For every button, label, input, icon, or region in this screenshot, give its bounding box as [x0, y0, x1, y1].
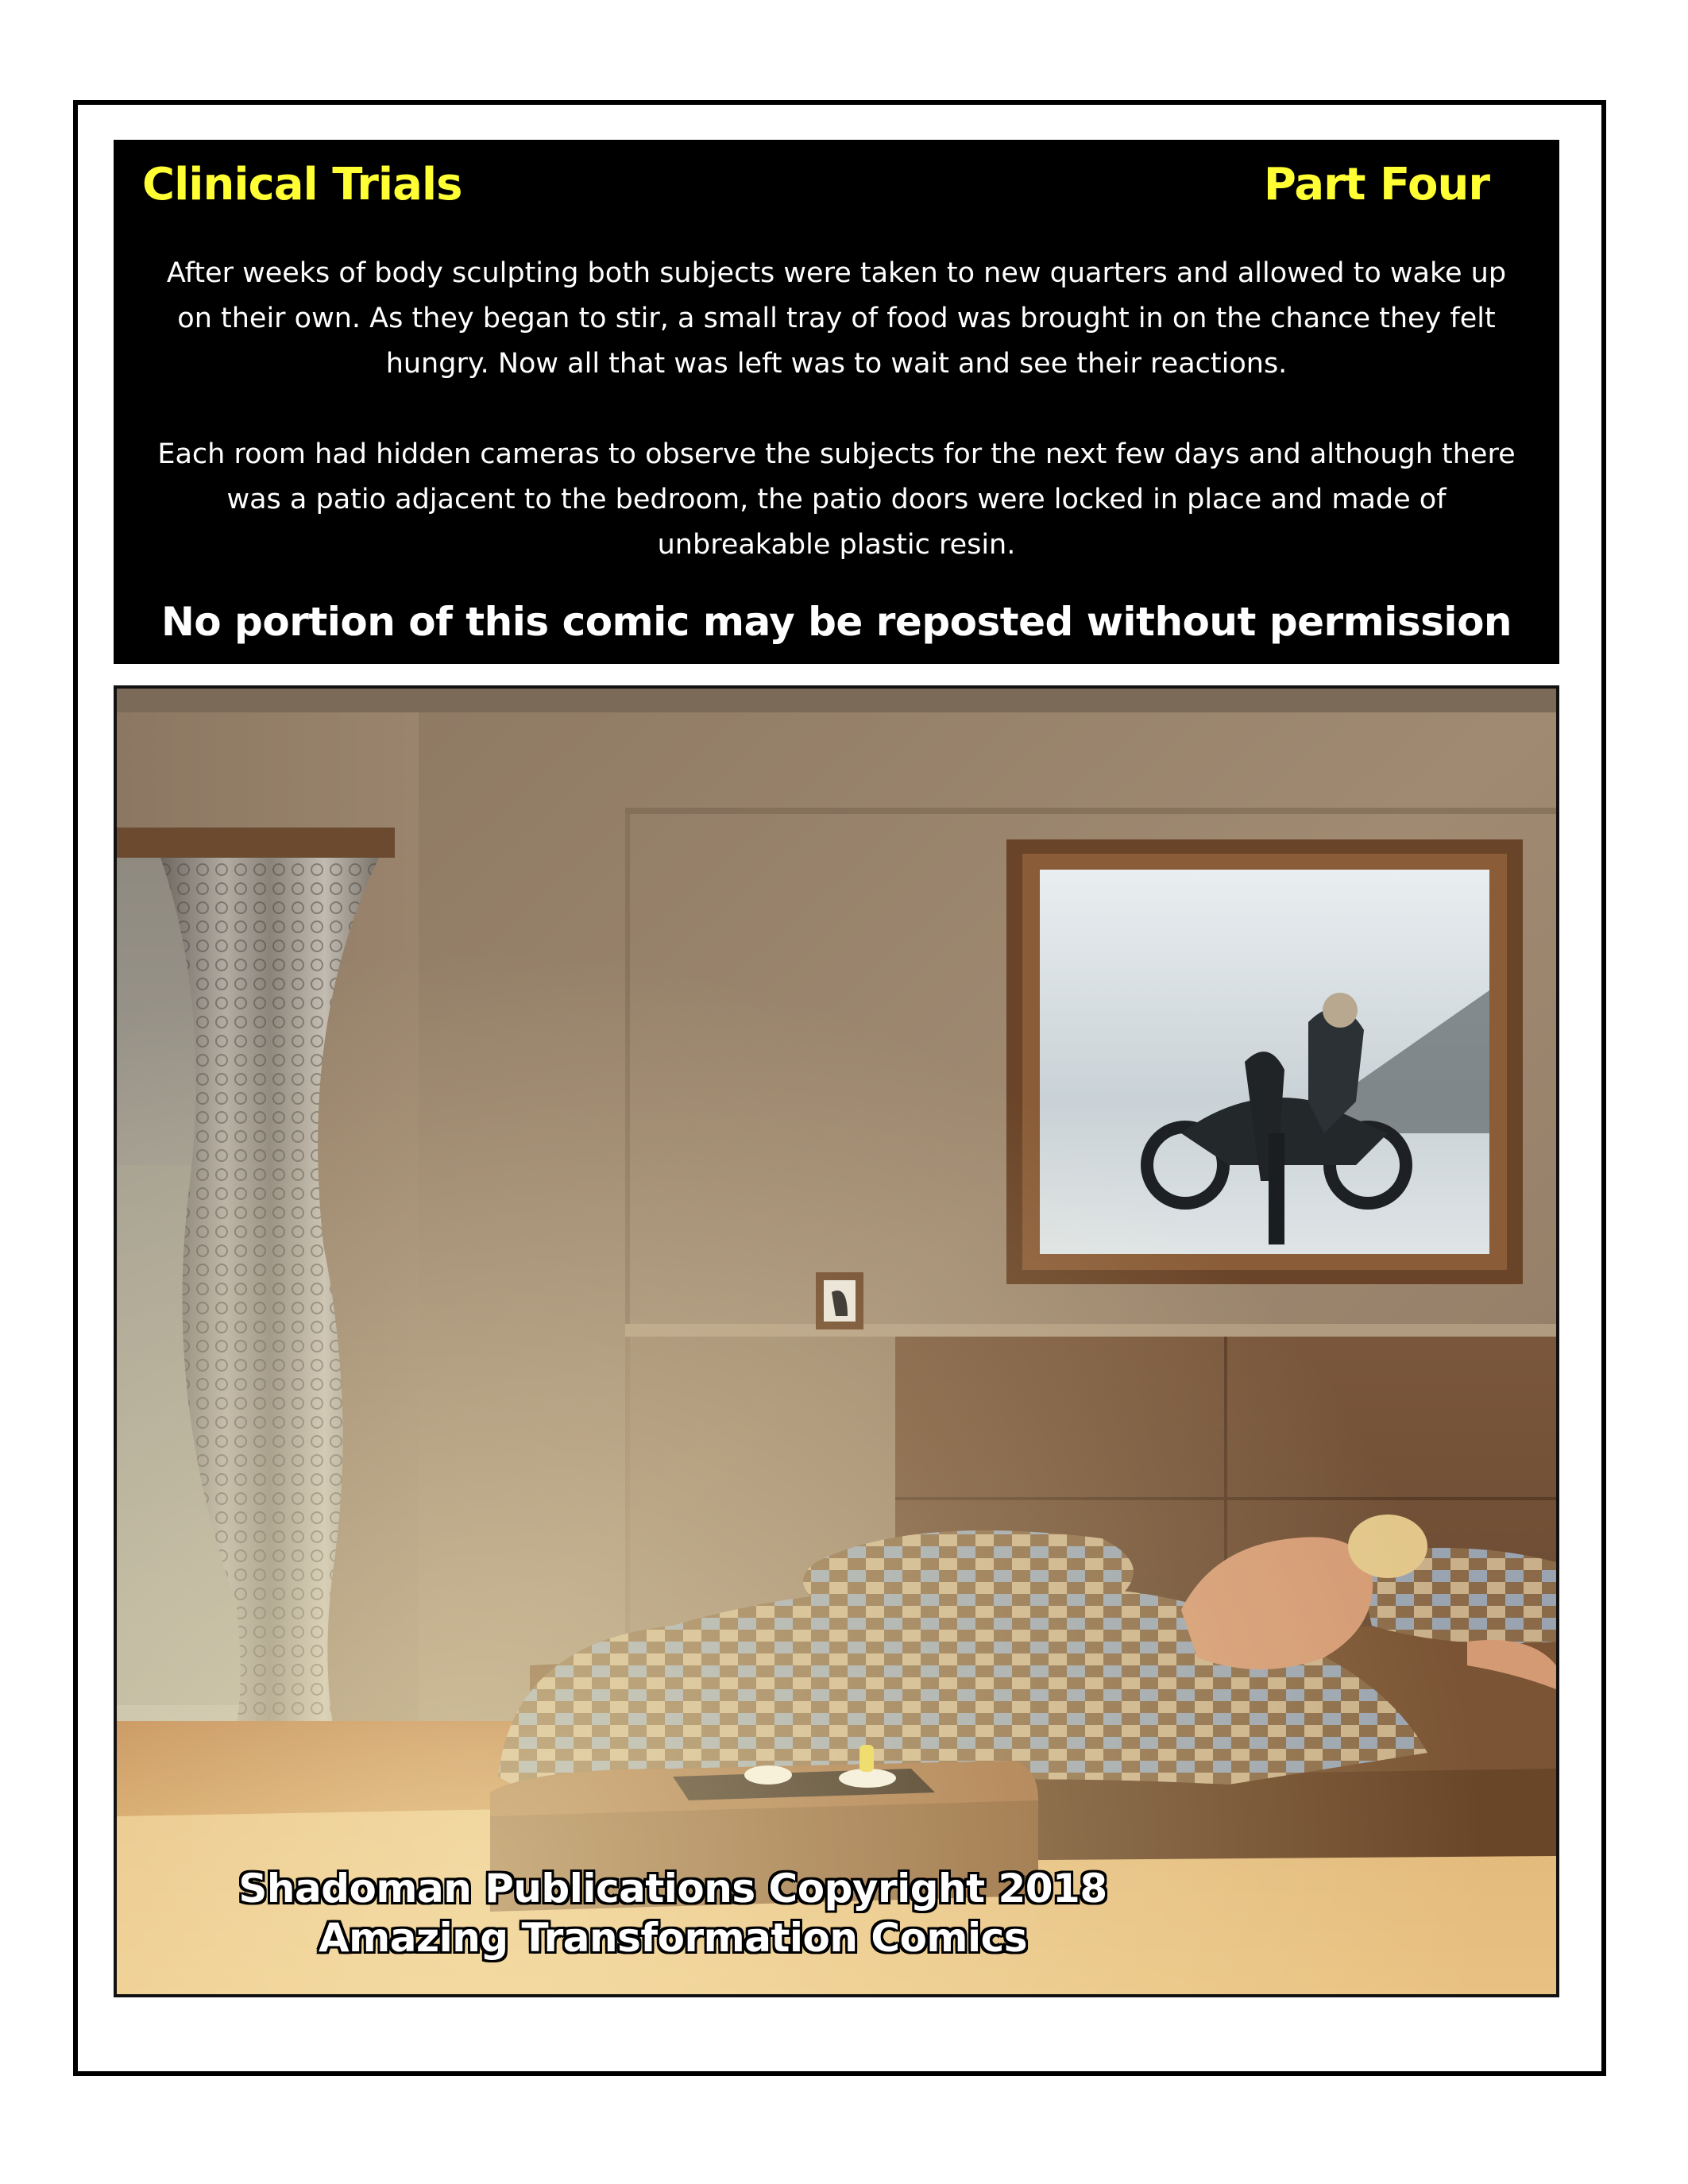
- bedroom-illustration: [117, 689, 1556, 1994]
- credit-line-series: Amazing Transformation Comics: [318, 1915, 1028, 1961]
- caption-box: [114, 140, 1559, 664]
- comic-title: Clinical Trials: [142, 159, 462, 210]
- narration-paragraph-1: After weeks of body sculpting both subjects were taken to new quarters and allowed to wake up on their own. As they began to stir, a small tray of food was brought in on the chance they felt hungry. Now all that was left was to wait and see their reactions.: [166, 257, 1507, 380]
- copyright-credits: [117, 1864, 1229, 1962]
- part-label: Part Four: [1263, 159, 1489, 210]
- repost-notice: No portion of this comic may be reposted without permission: [160, 599, 1512, 645]
- credit-line-publisher: Shadoman Publications Copyright 2018: [238, 1866, 1107, 1912]
- narration-paragraph-2: Each room had hidden cameras to observe the subjects for the next few days and although there was a patio adjacent to the bedroom, the patio doors were locked in place and made of unbreakable plastic resin.: [157, 438, 1516, 561]
- bedroom-panel: [114, 685, 1559, 1997]
